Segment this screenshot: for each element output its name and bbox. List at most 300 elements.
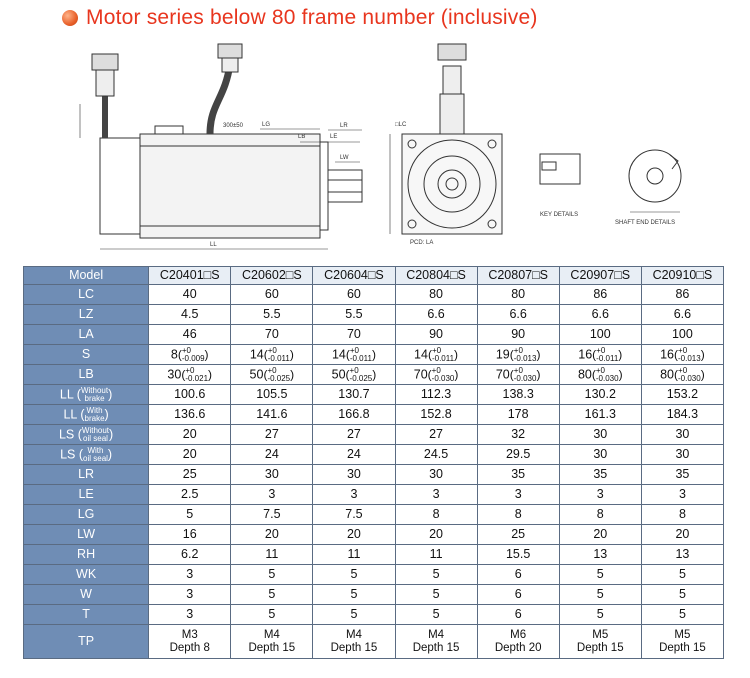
value-cell: 20 (149, 425, 231, 445)
value-cell: 27 (313, 425, 395, 445)
value-cell: 30 (313, 465, 395, 485)
value-cell: 2.5 (149, 485, 231, 505)
value-cell: 46 (149, 325, 231, 345)
row-label (24, 585, 149, 605)
tolerance-upper: +0 (349, 345, 359, 355)
value-cell: 5 (641, 565, 723, 585)
value-cell: 32 (477, 425, 559, 445)
value-cell: 20 (641, 525, 723, 545)
row-label-note-line2: brake (84, 413, 105, 423)
value-cell: 80 (477, 285, 559, 305)
value-cell (641, 345, 723, 365)
value-cell: 60 (231, 285, 313, 305)
paren-open: ( (592, 346, 597, 361)
value-cell: 7.5 (231, 505, 313, 525)
value-cell: 24.5 (395, 445, 477, 465)
row-label-note-line1: With (87, 445, 104, 455)
value-cell: 100 (641, 325, 723, 345)
thread-depth: Depth 20 (494, 641, 542, 654)
row-label (24, 305, 149, 325)
table-row (24, 405, 724, 425)
row-label-note (83, 447, 108, 463)
tolerance-lower: -0.021 (185, 373, 209, 383)
row-label (24, 505, 149, 525)
tolerance-base: 16 (660, 346, 675, 361)
value-cell: 5 (395, 585, 477, 605)
value-cell: 161.3 (559, 405, 641, 425)
key-details-label: KEY DETAILS (540, 212, 579, 218)
value-cell (313, 365, 395, 385)
paren-close: ) (536, 366, 541, 381)
value-cell: 100.6 (149, 385, 231, 405)
value-cell: 80 (395, 285, 477, 305)
title-row (62, 6, 538, 30)
tolerance-lower: -0.030 (595, 373, 619, 383)
value-cell: 30 (641, 445, 723, 465)
value-cell (313, 345, 395, 365)
table-row (24, 365, 724, 385)
paren-open: ( (345, 346, 350, 361)
row-label-note-line1: With (86, 405, 103, 415)
value-cell: 29.5 (477, 445, 559, 465)
model-header-cell: C20604□S (313, 267, 395, 285)
shaft-end-details-label: SHAFT END DETAILS (615, 220, 676, 226)
value-cell (149, 625, 231, 659)
row-label-text: T (82, 607, 90, 621)
tolerance-upper: +0 (267, 365, 277, 375)
paren-open: ( (674, 366, 679, 381)
tolerance-base: 16 (578, 346, 593, 361)
value-cell: 5 (149, 505, 231, 525)
row-label-note-line2: oil seal (83, 433, 108, 443)
value-cell: 6.6 (641, 305, 723, 325)
value-cell (641, 365, 723, 385)
value-cell: 3 (149, 605, 231, 625)
value-cell: 6.2 (149, 545, 231, 565)
lb-label: LB (298, 134, 306, 140)
tolerance-base: 14 (331, 346, 346, 361)
value-cell: 25 (149, 465, 231, 485)
value-cell: 30 (641, 425, 723, 445)
table-row (24, 465, 724, 485)
value-cell: 24 (313, 445, 395, 465)
tolerance-values (514, 347, 537, 363)
tolerance-lower: -0.011 (596, 353, 619, 363)
row-label-close: ) (104, 406, 109, 421)
paren-open: ( (509, 366, 514, 381)
row-label-main: LL ( (63, 406, 85, 421)
paren-close: ) (204, 346, 209, 361)
value-cell (559, 365, 641, 385)
row-label (24, 385, 149, 405)
paren-open: ( (674, 346, 679, 361)
value-cell: 7.5 (313, 505, 395, 525)
value-cell: 6.6 (559, 305, 641, 325)
pcd-label: PCD: LA (410, 240, 434, 246)
value-cell (231, 625, 313, 659)
row-label (24, 365, 149, 385)
tolerance-upper: +0 (595, 365, 605, 375)
table-header-row (24, 267, 724, 285)
row-label (24, 605, 149, 625)
table-row (24, 605, 724, 625)
row-label-text: TP (78, 634, 95, 648)
tolerance-base: 14 (249, 346, 264, 361)
value-cell: 27 (395, 425, 477, 445)
value-cell: 16 (149, 525, 231, 545)
value-cell: 5 (313, 605, 395, 625)
le-label: LE (330, 134, 338, 140)
paren-open: ( (427, 366, 432, 381)
value-cell: 5 (641, 585, 723, 605)
value-cell: 86 (559, 285, 641, 305)
value-cell (231, 365, 313, 385)
value-cell: 90 (395, 325, 477, 345)
value-cell: 5 (231, 565, 313, 585)
value-cell (477, 345, 559, 365)
value-cell: 11 (231, 545, 313, 565)
tolerance-base: 14 (414, 346, 428, 361)
table-row (24, 505, 724, 525)
value-cell: 25 (477, 525, 559, 545)
value-cell (395, 345, 477, 365)
tolerance-lower: -0.030 (431, 373, 455, 383)
tolerance-values (267, 367, 290, 383)
value-cell (477, 625, 559, 659)
paren-close: ) (372, 366, 377, 381)
tolerance-upper: +0 (678, 365, 688, 375)
row-label-text: LZ (78, 307, 94, 321)
value-cell: 3 (477, 485, 559, 505)
row-label (24, 565, 149, 585)
tolerance-base: 19 (495, 346, 510, 361)
thread-depth: Depth 8 (169, 641, 210, 654)
tolerance-values (678, 347, 701, 363)
value-cell: 8 (641, 505, 723, 525)
value-cell: 5 (395, 605, 477, 625)
value-cell: 6 (477, 585, 559, 605)
tolerance-upper: +0 (513, 365, 523, 375)
row-label (24, 285, 149, 305)
table-row (24, 565, 724, 585)
value-cell: 5 (395, 565, 477, 585)
value-cell: 100 (559, 325, 641, 345)
value-cell: 20 (231, 525, 313, 545)
row-label-text: LG (77, 507, 95, 521)
tolerance-base: 80 (660, 366, 675, 381)
tolerance-upper: +0 (267, 345, 277, 355)
tolerance-lower: -0.011 (431, 353, 455, 363)
value-cell (395, 625, 477, 659)
tolerance-upper: +0 (181, 345, 191, 355)
tolerance-base: 80 (577, 366, 592, 381)
value-cell: 3 (149, 565, 231, 585)
value-cell: 3 (395, 485, 477, 505)
row-label (24, 545, 149, 565)
value-cell: 30 (559, 425, 641, 445)
tolerance-lower: -0.025 (267, 373, 291, 383)
table-row (24, 445, 724, 465)
value-cell: 5 (559, 605, 641, 625)
row-label-text: W (80, 587, 92, 601)
row-label-close: ) (109, 426, 114, 441)
tolerance-values (432, 347, 454, 363)
paren-open: ( (345, 366, 350, 381)
paren-open: ( (181, 366, 186, 381)
value-cell: 153.2 (641, 385, 723, 405)
tolerance-upper: +0 (185, 365, 195, 375)
row-label (24, 345, 149, 365)
row-label-main: LL ( (59, 386, 81, 401)
row-label-text: LE (78, 487, 94, 501)
tolerance-values (185, 367, 208, 383)
row-label (24, 445, 149, 465)
paren-close: ) (289, 346, 294, 361)
value-cell: 30 (395, 465, 477, 485)
value-cell: 5 (559, 585, 641, 605)
thread-size: M3 (181, 628, 198, 641)
paren-close: ) (454, 366, 459, 381)
value-cell: 5 (641, 605, 723, 625)
table-row (24, 625, 724, 659)
value-cell: 166.8 (313, 405, 395, 425)
lg-label: LG (262, 122, 271, 128)
value-cell: 4.5 (149, 305, 231, 325)
value-cell: 3 (313, 485, 395, 505)
value-cell: 35 (641, 465, 723, 485)
value-cell (477, 365, 559, 385)
row-label (24, 405, 149, 425)
value-cell: 20 (313, 525, 395, 545)
value-cell: 178 (477, 405, 559, 425)
value-cell: 8 (395, 505, 477, 525)
paren-close: ) (618, 346, 623, 361)
row-label-note-line1: Without (81, 425, 110, 435)
thread-depth: Depth 15 (576, 641, 624, 654)
row-label (24, 485, 149, 505)
value-cell: 130.2 (559, 385, 641, 405)
paren-open: ( (509, 346, 514, 361)
row-label-note-line1: Without (80, 385, 109, 395)
tolerance-lower: -0.030 (513, 373, 537, 383)
value-cell (313, 625, 395, 659)
row-label-text: WK (76, 567, 97, 581)
value-cell (395, 365, 477, 385)
thread-size: M5 (674, 628, 691, 641)
value-cell: 112.3 (395, 385, 477, 405)
model-header-cell: C20910□S (641, 267, 723, 285)
thread-depth: Depth 15 (412, 641, 460, 654)
paren-close: ) (208, 366, 213, 381)
table-row (24, 305, 724, 325)
value-cell: 105.5 (231, 385, 313, 405)
row-label-text: LW (77, 527, 95, 541)
thread-size: M4 (345, 628, 362, 641)
tolerance-base: 30 (167, 366, 182, 381)
value-cell: 20 (395, 525, 477, 545)
paren-open: ( (263, 366, 268, 381)
tolerance-upper: +0 (431, 365, 441, 375)
paren-close: ) (371, 346, 376, 361)
value-cell: 5 (313, 585, 395, 605)
model-header-cell: C20602□S (231, 267, 313, 285)
value-cell: 27 (231, 425, 313, 445)
row-label-main: LS ( (58, 426, 82, 441)
value-cell: 6 (477, 565, 559, 585)
tolerance-lower: -0.013 (513, 353, 537, 363)
value-cell: 13 (559, 545, 641, 565)
tolerance-values (514, 367, 537, 383)
value-cell: 20 (559, 525, 641, 545)
thread-size: M6 (510, 628, 527, 641)
paren-close: ) (290, 366, 295, 381)
table-row (24, 485, 724, 505)
value-cell: 40 (149, 285, 231, 305)
value-cell (149, 345, 231, 365)
row-label-text: LB (78, 367, 94, 381)
row-label-close: ) (108, 386, 113, 401)
value-cell (559, 625, 641, 659)
row-label-main: LS ( (60, 446, 84, 461)
value-cell: 5.5 (313, 305, 395, 325)
tolerance-base: 50 (249, 366, 264, 381)
model-header-cell: C20401□S (149, 267, 231, 285)
value-cell: 141.6 (231, 405, 313, 425)
value-cell: 3 (149, 585, 231, 605)
value-cell: 5 (559, 565, 641, 585)
row-label-note (81, 387, 108, 403)
tolerance-base: 8 (170, 346, 178, 361)
table-row (24, 525, 724, 545)
spec-table (23, 266, 724, 659)
value-cell: 184.3 (641, 405, 723, 425)
tolerance-upper: +0 (596, 345, 606, 355)
tolerance-base: 70 (495, 366, 510, 381)
tolerance-values (182, 347, 205, 363)
value-cell: 6.6 (395, 305, 477, 325)
value-cell: 11 (313, 545, 395, 565)
value-cell: 20 (149, 445, 231, 465)
tolerance-values (350, 347, 372, 363)
row-label (24, 425, 149, 445)
tolerance-upper: +0 (678, 345, 688, 355)
row-label-close: ) (107, 446, 113, 461)
table-row (24, 385, 724, 405)
value-cell: 5 (231, 585, 313, 605)
value-cell: 138.3 (477, 385, 559, 405)
row-label (24, 625, 149, 659)
value-cell: 30 (231, 465, 313, 485)
table-row (24, 285, 724, 305)
value-cell: 60 (313, 285, 395, 305)
tolerance-lower: -0.011 (267, 353, 290, 363)
tolerance-values (596, 347, 618, 363)
row-label-text: LC (78, 287, 95, 301)
model-header-cell: C20807□S (477, 267, 559, 285)
cable-length-label: 300±50 (223, 123, 243, 129)
header-model-label: Model (24, 267, 149, 285)
value-cell: 24 (231, 445, 313, 465)
tolerance-base: 50 (331, 366, 346, 381)
tolerance-values (678, 367, 701, 383)
value-cell: 90 (477, 325, 559, 345)
value-cell: 6.6 (477, 305, 559, 325)
table-row (24, 345, 724, 365)
lr-label: LR (340, 123, 348, 129)
ll-label: LL (210, 242, 217, 248)
paren-close: ) (454, 346, 459, 361)
thread-depth: Depth 15 (330, 641, 378, 654)
value-cell: 8 (559, 505, 641, 525)
tolerance-lower: -0.011 (349, 353, 372, 363)
row-label-text: RH (77, 547, 96, 561)
row-label-note-line2: brake (84, 393, 105, 403)
tolerance-values (596, 367, 619, 383)
model-header-cell: C20907□S (559, 267, 641, 285)
motor-technical-drawing (60, 34, 720, 264)
thread-depth: Depth 15 (659, 641, 706, 654)
lc-label: □LC (395, 122, 407, 128)
tolerance-lower: -0.013 (678, 353, 701, 363)
value-cell (231, 345, 313, 365)
value-cell: 6 (477, 605, 559, 625)
value-cell: 3 (641, 485, 723, 505)
value-cell: 35 (477, 465, 559, 485)
paren-close: ) (700, 346, 705, 361)
tolerance-upper: +0 (431, 345, 442, 355)
value-cell: 70 (313, 325, 395, 345)
row-label-text: LR (78, 467, 95, 481)
value-cell: 30 (559, 445, 641, 465)
value-cell: 11 (395, 545, 477, 565)
row-label-note (85, 407, 105, 423)
value-cell (641, 625, 723, 659)
paren-close: ) (536, 346, 541, 361)
row-label-note-line2: oil seal (83, 453, 108, 463)
paren-close: ) (700, 366, 705, 381)
value-cell: 152.8 (395, 405, 477, 425)
tolerance-values (432, 367, 455, 383)
row-label (24, 325, 149, 345)
table-row (24, 545, 724, 565)
value-cell: 3 (559, 485, 641, 505)
value-cell (149, 365, 231, 385)
lw-label: LW (340, 155, 349, 161)
value-cell: 13 (641, 545, 723, 565)
row-label-text: S (81, 347, 91, 361)
row-label (24, 525, 149, 545)
tolerance-lower: -0.030 (678, 373, 701, 383)
value-cell: 35 (559, 465, 641, 485)
table-row (24, 585, 724, 605)
value-cell: 136.6 (149, 405, 231, 425)
row-label-note (82, 427, 109, 443)
value-cell: 130.7 (313, 385, 395, 405)
table-row (24, 425, 724, 445)
value-cell: 5 (313, 565, 395, 585)
thread-size: M5 (592, 628, 609, 641)
value-cell (559, 345, 641, 365)
value-cell: 5 (231, 605, 313, 625)
value-cell: 8 (477, 505, 559, 525)
value-cell: 15.5 (477, 545, 559, 565)
value-cell: 86 (641, 285, 723, 305)
row-label (24, 465, 149, 485)
model-header-cell: C20804□S (395, 267, 477, 285)
value-cell: 3 (231, 485, 313, 505)
orange-bullet-icon (62, 10, 78, 26)
value-cell: 70 (231, 325, 313, 345)
